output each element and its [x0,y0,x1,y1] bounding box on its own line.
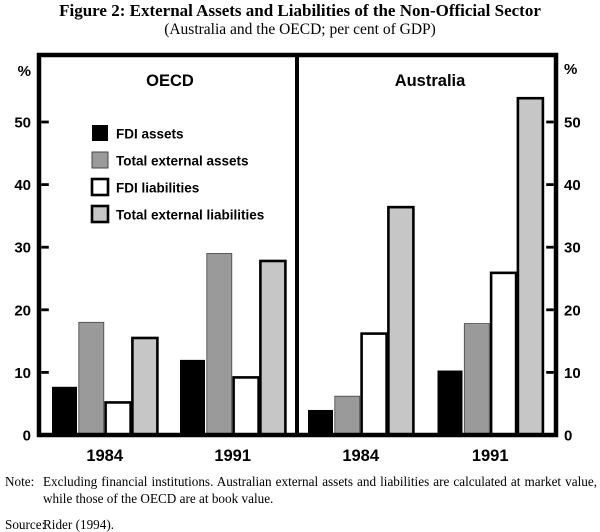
note-row [5,473,597,507]
x-axis-label-oecd-1991: 1991 [214,447,252,465]
legend-label-fdi-liabilities: FDI liabilities [116,180,200,196]
source-row [5,516,597,532]
bar-oecd-1984-total-external-assets [79,322,104,435]
bar-oecd-1991-fdi-assets [180,360,205,435]
y-axis-label-right-0: 0 [564,427,573,445]
figure-subtitle: (Australia and the OECD; per cent of GDP) [164,21,436,38]
bar-australia-1991-fdi-assets [438,371,463,435]
bar-oecd-1984-total-external-liabilities [132,338,157,435]
x-axis-label-australia-1991: 1991 [471,447,509,465]
y-axis-label-right-40: 40 [564,177,581,195]
panel-title-oecd: OECD [146,72,194,90]
bar-australia-1991-total-external-assets [464,324,489,435]
note-label: Note: [5,474,35,489]
y-axis-label-left-40: 40 [14,177,31,195]
legend-swatch-fdi-liabilities [92,179,108,195]
legend-label-total-external-assets: Total external assets [116,153,249,169]
y-axis-label-right-10: 10 [564,364,581,382]
y-axis-label-right-50: 50 [564,114,581,132]
y-axis-label-left-30: 30 [14,239,31,257]
bar-oecd-1991-fdi-liabilities [234,377,259,435]
bar-australia-1991-fdi-liabilities [491,273,516,435]
source-label: Source: [5,517,46,532]
note-text: Excluding financial institutions. Australian external assets and liabilities are calculated at market value, while those of the OECD are at book value. [43,474,597,506]
y-axis-label-left-20: 20 [14,302,31,320]
y-axis-label-right-20: 20 [564,302,581,320]
legend-label-total-external-liabilities: Total external liabilities [116,207,265,223]
bar-australia-1984-total-external-assets [335,396,360,435]
bar-australia-1991-total-external-liabilities [518,98,543,435]
bar-australia-1984-fdi-liabilities [362,334,387,435]
panel-title-australia: Australia [394,72,466,90]
legend-swatch-total-external-assets [92,152,108,168]
legend-label-fdi-assets: FDI assets [116,126,184,142]
figure-notes [5,473,597,532]
bar-chart [0,46,600,470]
bar-australia-1984-total-external-liabilities [388,207,413,435]
x-axis-label-oecd-1984: 1984 [86,447,124,465]
figure-title: Figure 2: External Assets and Liabilities of the Non-Official Sector [59,1,541,20]
bar-australia-1984-fdi-assets [308,410,333,435]
legend-swatch-fdi-assets [92,125,108,141]
percent-label-left: % [17,63,31,80]
percent-label-right: % [564,61,578,78]
bar-oecd-1984-fdi-liabilities [106,402,131,435]
bar-oecd-1991-total-external-liabilities [260,261,285,435]
bar-oecd-1991-total-external-assets [207,253,232,435]
x-axis-label-australia-1984: 1984 [342,447,380,465]
y-axis-label-left-10: 10 [14,364,31,382]
legend-swatch-total-external-liabilities [92,206,108,222]
y-axis-label-right-30: 30 [564,239,581,257]
y-axis-label-left-50: 50 [14,114,31,132]
source-text: Rider (1994). [43,517,115,532]
y-axis-label-left-0: 0 [22,427,31,445]
bar-oecd-1984-fdi-assets [52,387,77,435]
